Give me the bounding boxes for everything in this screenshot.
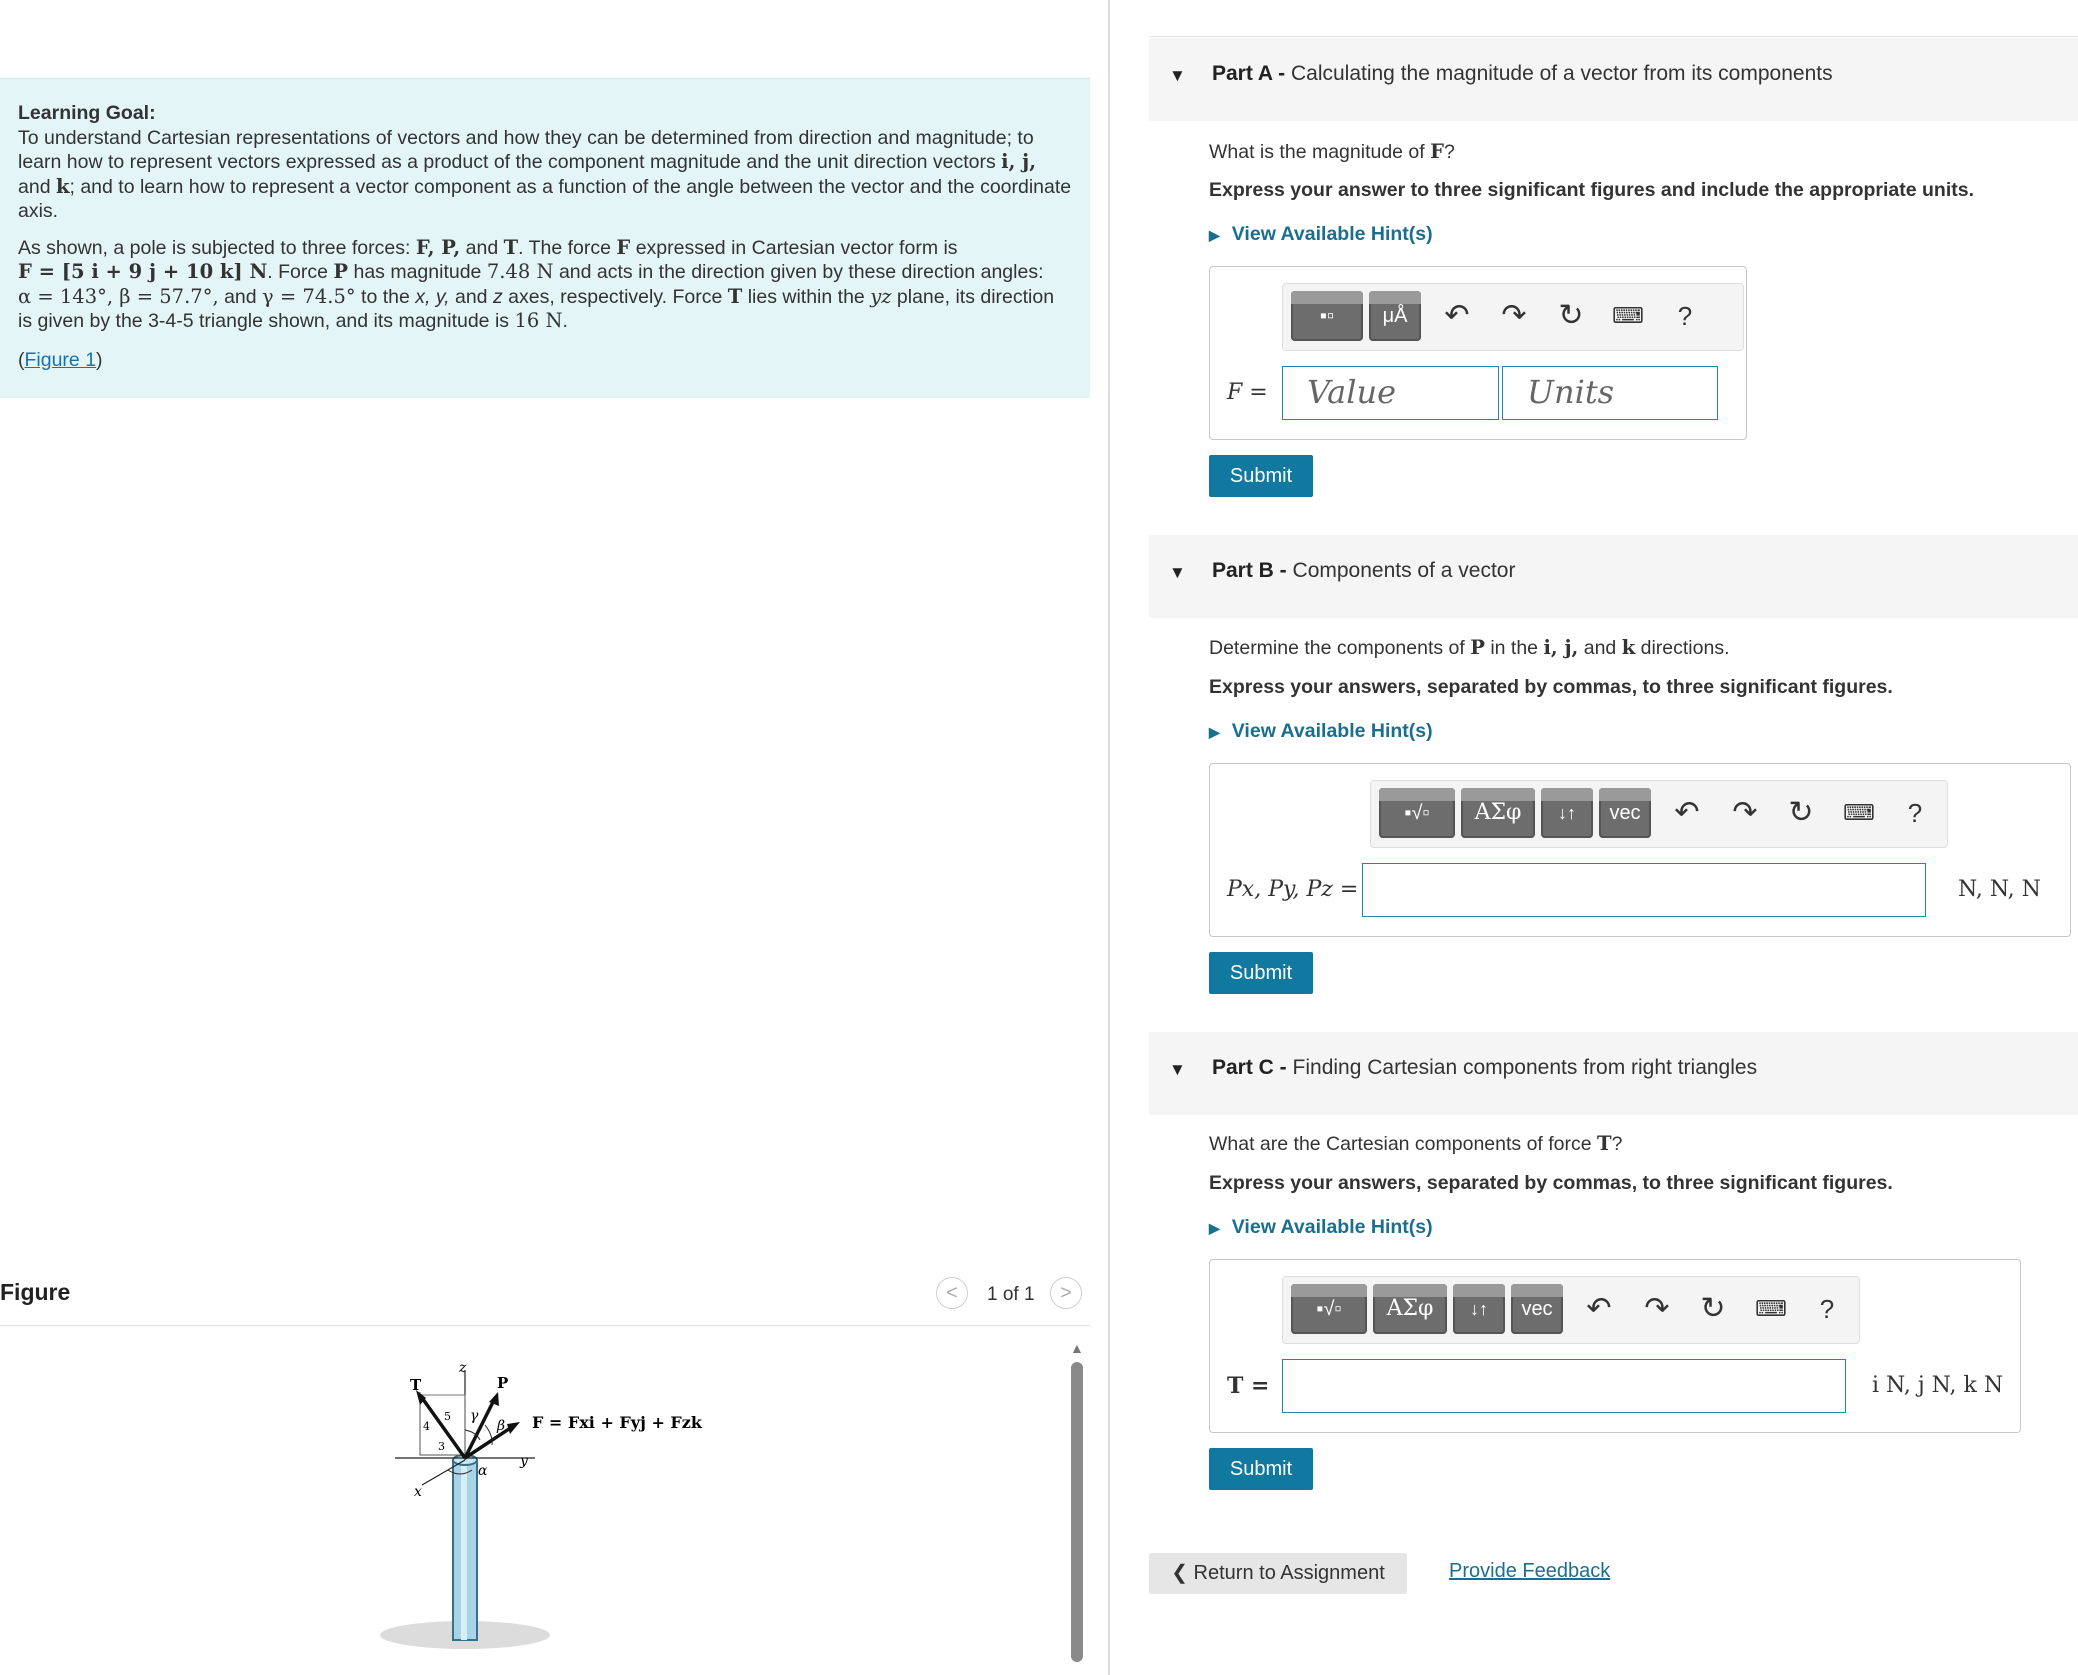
part-a-answer-label: F = bbox=[1227, 380, 1268, 405]
part-c-submit-button[interactable]: Submit bbox=[1209, 1448, 1313, 1490]
unit-vector-k: k bbox=[55, 174, 70, 198]
column-divider bbox=[1108, 0, 1110, 1675]
ps-d: . Force bbox=[267, 261, 328, 283]
part-a-question-end: ? bbox=[1443, 141, 1455, 163]
part-b-answer-input[interactable] bbox=[1362, 863, 1926, 917]
ps-g: to the bbox=[361, 285, 410, 308]
part-a-answer-box bbox=[1209, 266, 1747, 440]
reset-icon[interactable]: ↻ bbox=[1700, 1292, 1726, 1325]
ps-b: . The force bbox=[518, 236, 611, 259]
greek-button[interactable]: ΑΣφ bbox=[1373, 1284, 1447, 1334]
label-gamma: γ bbox=[470, 1408, 479, 1424]
part-a-label: Part A - bbox=[1212, 62, 1286, 85]
return-label: Return to Assignment bbox=[1193, 1562, 1385, 1584]
ps-yz: yz bbox=[870, 284, 892, 308]
scroll-thumb[interactable] bbox=[1071, 1362, 1083, 1662]
ps-F-equation: F = [5 i + 9 j + 10 k] N bbox=[18, 260, 268, 283]
part-c-question-text: What are the Cartesian components of force bbox=[1209, 1133, 1592, 1155]
goal-and: and bbox=[18, 175, 51, 198]
label-4: 4 bbox=[423, 1420, 430, 1433]
problem-statement bbox=[18, 236, 1072, 334]
figure-prev-button[interactable]: < bbox=[936, 1277, 968, 1309]
part-c-answer-label: T = bbox=[1227, 1373, 1270, 1399]
collapse-triangle-icon[interactable]: ▼ bbox=[1169, 66, 1186, 85]
part-b-question-symbol: P bbox=[1470, 636, 1485, 659]
part-b-answer-box bbox=[1209, 763, 2071, 937]
templates-button[interactable]: ▪√▫ bbox=[1291, 1284, 1367, 1334]
hint-triangle-icon: ▶ bbox=[1209, 1220, 1220, 1236]
provide-feedback-link[interactable]: Provide Feedback bbox=[1449, 1560, 1611, 1582]
learning-goal-heading: Learning Goal: bbox=[18, 102, 156, 124]
help-icon[interactable]: ? bbox=[1907, 798, 1923, 828]
force-F-head bbox=[507, 1422, 520, 1434]
vec-button[interactable]: vec bbox=[1511, 1284, 1563, 1334]
chevron-left-icon: ❮ bbox=[1171, 1562, 1188, 1584]
redo-icon[interactable]: ↷ bbox=[1501, 299, 1527, 332]
undo-icon[interactable]: ↶ bbox=[1444, 299, 1470, 332]
label-5: 5 bbox=[444, 1410, 451, 1423]
keyboard-icon[interactable]: ⌨ bbox=[1755, 1296, 1787, 1321]
figure-link-close: ) bbox=[96, 348, 103, 371]
ps-k: . bbox=[562, 310, 568, 332]
ps-and2: and bbox=[224, 285, 257, 308]
part-b-question-c: and bbox=[1583, 637, 1617, 659]
reset-icon[interactable]: ↻ bbox=[1788, 796, 1814, 829]
collapse-triangle-icon[interactable]: ▼ bbox=[1169, 1060, 1186, 1079]
redo-icon[interactable]: ↷ bbox=[1644, 1292, 1670, 1325]
ps-c: expressed in Cartesian vector form is bbox=[635, 236, 958, 259]
part-b-instruction: Express your answers, separated by commas, to three significant figures. bbox=[1209, 676, 1893, 698]
figure-link-open: ( bbox=[18, 348, 25, 371]
learning-goal-text: To understand Cartesian representations of vectors and how they can be determined from direction and magnitude; to learn how to represent vectors expressed as a product of the component magnitude and the unit direction vectors bbox=[18, 126, 1034, 173]
ps-j: plane, its direction is given by the 3-4-5 triangle shown, and its magnitude is bbox=[18, 285, 1055, 332]
figure-title: Figure bbox=[0, 1279, 71, 1305]
part-a-question-symbol: F bbox=[1430, 140, 1444, 163]
part-a-value-input[interactable]: Value bbox=[1282, 366, 1499, 420]
part-c-question-symbol: T bbox=[1597, 1132, 1612, 1155]
collapse-triangle-icon[interactable]: ▼ bbox=[1169, 563, 1186, 582]
ps-e: has magnitude bbox=[353, 261, 482, 283]
ps-angles: α = 143°, β = 57.7°, bbox=[18, 284, 219, 308]
part-b-toolbar bbox=[1370, 780, 1948, 848]
part-b-answer-label: Px, Py, Pz = bbox=[1227, 877, 1359, 902]
ps-T-magnitude: 16 N bbox=[514, 309, 563, 332]
keyboard-icon[interactable]: ⌨ bbox=[1612, 303, 1644, 328]
part-c-title: Finding Cartesian components from right triangles bbox=[1292, 1056, 1758, 1079]
ps-F: F bbox=[616, 235, 631, 259]
units-button[interactable]: μÅ bbox=[1369, 291, 1421, 341]
templates-button[interactable]: ▪▫ bbox=[1291, 291, 1363, 341]
arrows-button[interactable]: ↓↑ bbox=[1541, 788, 1593, 838]
label-x: x bbox=[414, 1484, 422, 1500]
part-c-header[interactable] bbox=[1149, 1032, 2078, 1115]
hint-triangle-icon: ▶ bbox=[1209, 227, 1220, 243]
learning-goal-box bbox=[0, 78, 1090, 398]
ps-i: lies within the bbox=[747, 285, 865, 308]
hint-triangle-icon: ▶ bbox=[1209, 724, 1220, 740]
part-c-answer-box bbox=[1209, 1259, 2021, 1433]
undo-icon[interactable]: ↶ bbox=[1674, 796, 1700, 829]
part-b-question bbox=[1209, 636, 1730, 660]
part-b-hint-link[interactable] bbox=[1209, 720, 1433, 743]
goal-text-rest: ; and to learn how to represent a vector component as a function of the angle between the vector and the coordinate axis. bbox=[18, 175, 1072, 222]
label-P: P bbox=[497, 1374, 509, 1392]
arrows-button[interactable]: ↓↑ bbox=[1453, 1284, 1505, 1334]
part-a-submit-button[interactable]: Submit bbox=[1209, 455, 1313, 497]
label-alpha: α bbox=[478, 1463, 488, 1479]
part-c-instruction: Express your answers, separated by commas, to three significant figures. bbox=[1209, 1172, 1893, 1194]
figure-next-button[interactable]: > bbox=[1050, 1277, 1082, 1309]
part-b-submit-button[interactable]: Submit bbox=[1209, 952, 1313, 994]
label-beta: β bbox=[497, 1418, 506, 1434]
part-b-question-d: directions. bbox=[1640, 637, 1730, 659]
part-c-hint-link[interactable] bbox=[1209, 1216, 1433, 1239]
part-c-units: i N, j N, k N bbox=[1872, 1373, 2004, 1398]
part-a-question bbox=[1209, 140, 1455, 164]
ps-P-magnitude: 7.48 N bbox=[486, 260, 554, 283]
vec-button[interactable]: vec bbox=[1599, 788, 1651, 838]
part-a-title: Calculating the magnitude of a vector from its components bbox=[1290, 62, 1833, 85]
ps-h: axes, respectively. Force bbox=[508, 285, 723, 308]
ps-T: T bbox=[503, 235, 519, 259]
part-c-label: Part C - bbox=[1212, 1056, 1287, 1079]
ps-and3: and bbox=[454, 285, 488, 308]
part-b-question-text: Determine the components of bbox=[1209, 637, 1465, 659]
figure-pager-text: 1 of 1 bbox=[987, 1284, 1035, 1305]
part-a-units-input[interactable]: Units bbox=[1502, 366, 1718, 420]
ps-axes: x, y, bbox=[415, 285, 450, 308]
figure-scrollbar[interactable] bbox=[1070, 1340, 1084, 1675]
redo-icon[interactable]: ↷ bbox=[1732, 796, 1758, 829]
unit-vectors-ij: i, j, bbox=[1001, 150, 1036, 173]
part-b-hint-text: View Available Hint(s) bbox=[1231, 720, 1433, 742]
part-b-question-k: k bbox=[1621, 636, 1636, 659]
part-c-hint-text: View Available Hint(s) bbox=[1231, 1216, 1433, 1238]
label-z: z bbox=[459, 1360, 467, 1376]
part-a-instruction: Express your answer to three significant figures and include the appropriate units. bbox=[1209, 179, 1974, 201]
part-a-question-text: What is the magnitude of bbox=[1209, 141, 1425, 163]
part-b-label: Part B - bbox=[1212, 559, 1287, 582]
part-c-toolbar bbox=[1282, 1276, 1860, 1344]
figure-link[interactable]: Figure 1 bbox=[24, 348, 97, 371]
ps-a: As shown, a pole is subjected to three forces: bbox=[18, 236, 411, 259]
keyboard-icon[interactable]: ⌨ bbox=[1843, 800, 1875, 825]
ps-forces: F, P, bbox=[415, 235, 461, 259]
greek-button[interactable]: ΑΣφ bbox=[1461, 788, 1535, 838]
templates-button[interactable]: ▪√▫ bbox=[1379, 788, 1455, 838]
part-b-units: N, N, N bbox=[1958, 877, 2041, 902]
label-F-equation: F = Fxi + Fyj + Fzk bbox=[532, 1413, 702, 1432]
reset-icon[interactable]: ↻ bbox=[1558, 299, 1584, 332]
part-a-hint-link[interactable] bbox=[1209, 223, 1433, 246]
ps-f: and acts in the direction given by these direction angles: bbox=[558, 261, 1044, 283]
part-b-header[interactable] bbox=[1149, 535, 2078, 618]
return-to-assignment-button[interactable] bbox=[1149, 1553, 1407, 1594]
part-c-question bbox=[1209, 1132, 1622, 1156]
figure-header bbox=[0, 1275, 1090, 1326]
help-icon[interactable]: ? bbox=[1819, 1294, 1835, 1324]
part-a-hint-text: View Available Hint(s) bbox=[1231, 223, 1433, 245]
part-c-question-end: ? bbox=[1611, 1133, 1623, 1155]
label-T: T bbox=[410, 1376, 422, 1394]
scroll-up-icon[interactable]: ▲ bbox=[1070, 1340, 1084, 1356]
part-a-toolbar bbox=[1282, 283, 1744, 351]
pole-highlight bbox=[461, 1460, 467, 1640]
ps-T2: T bbox=[727, 284, 743, 308]
part-c-answer-input[interactable] bbox=[1282, 1359, 1846, 1413]
undo-icon[interactable]: ↶ bbox=[1586, 1292, 1612, 1325]
pole-force-diagram bbox=[360, 1350, 740, 1660]
label-3: 3 bbox=[438, 1440, 445, 1453]
part-b-question-b: in the bbox=[1490, 637, 1539, 659]
help-icon[interactable]: ? bbox=[1677, 301, 1693, 331]
part-b-title: Components of a vector bbox=[1292, 559, 1516, 582]
ps-P: P bbox=[333, 260, 349, 283]
top-rule bbox=[1149, 36, 2078, 37]
label-y: y bbox=[520, 1453, 528, 1469]
ps-gamma: γ = 74.5° bbox=[262, 284, 356, 308]
part-b-question-dirs: i, j, bbox=[1543, 636, 1579, 659]
part-a-header[interactable] bbox=[1149, 38, 2078, 121]
ps-and: and bbox=[465, 236, 499, 259]
ps-z: z bbox=[492, 285, 503, 308]
